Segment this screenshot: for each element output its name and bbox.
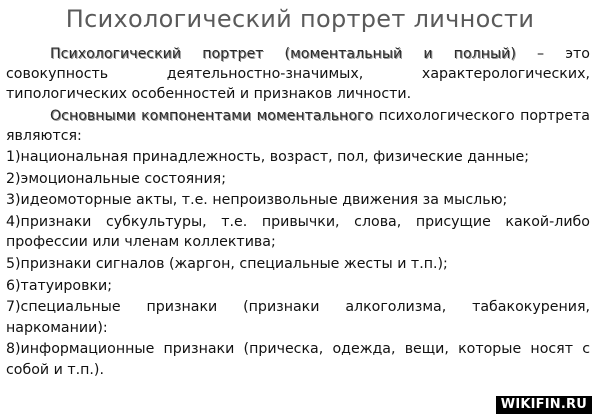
intro-term: Психологический портрет (моментальный и полный) bbox=[50, 46, 516, 62]
intro-text: – это совокупность деятельностно-значимых, характерологических, типологических особенностей и признаков личности. bbox=[6, 46, 590, 103]
watermark-logo: WIKIFIN.RU bbox=[496, 396, 592, 414]
list-item: 3)идеомоторные акты, т.е. непроизвольные движения за мыслью; bbox=[6, 192, 508, 209]
list-item: 8)информационные признаки (прическа, одежда, вещи, которые носят с собой и т.п.). bbox=[6, 341, 590, 378]
components-intro-paragraph bbox=[6, 106, 590, 146]
list-item: 1)национальная принадлежность, возраст, пол, физические данные; bbox=[6, 149, 529, 166]
list-item: 6)татуировки; bbox=[6, 277, 113, 294]
list-item: 5)признаки сигналов (жаргон, специальные жесты и т.п.); bbox=[6, 256, 448, 273]
components-intro-text: психологического портрета являются: bbox=[6, 107, 590, 144]
list-item: 2)эмоциональные состояния; bbox=[6, 170, 226, 187]
document-body bbox=[6, 44, 590, 381]
list-item: 7)специальные признаки (признаки алкоголизма, табакокурения, наркомании): bbox=[6, 299, 590, 336]
intro-paragraph bbox=[6, 44, 590, 105]
page-title: Психологический портрет личности bbox=[65, 5, 535, 33]
list-item: 4)признаки субкультуры, т.е. привычки, слова, присущие какой-либо профессии или членам коллектива; bbox=[6, 214, 590, 251]
components-intro-bold: Основными компонентами моментального bbox=[50, 107, 374, 124]
